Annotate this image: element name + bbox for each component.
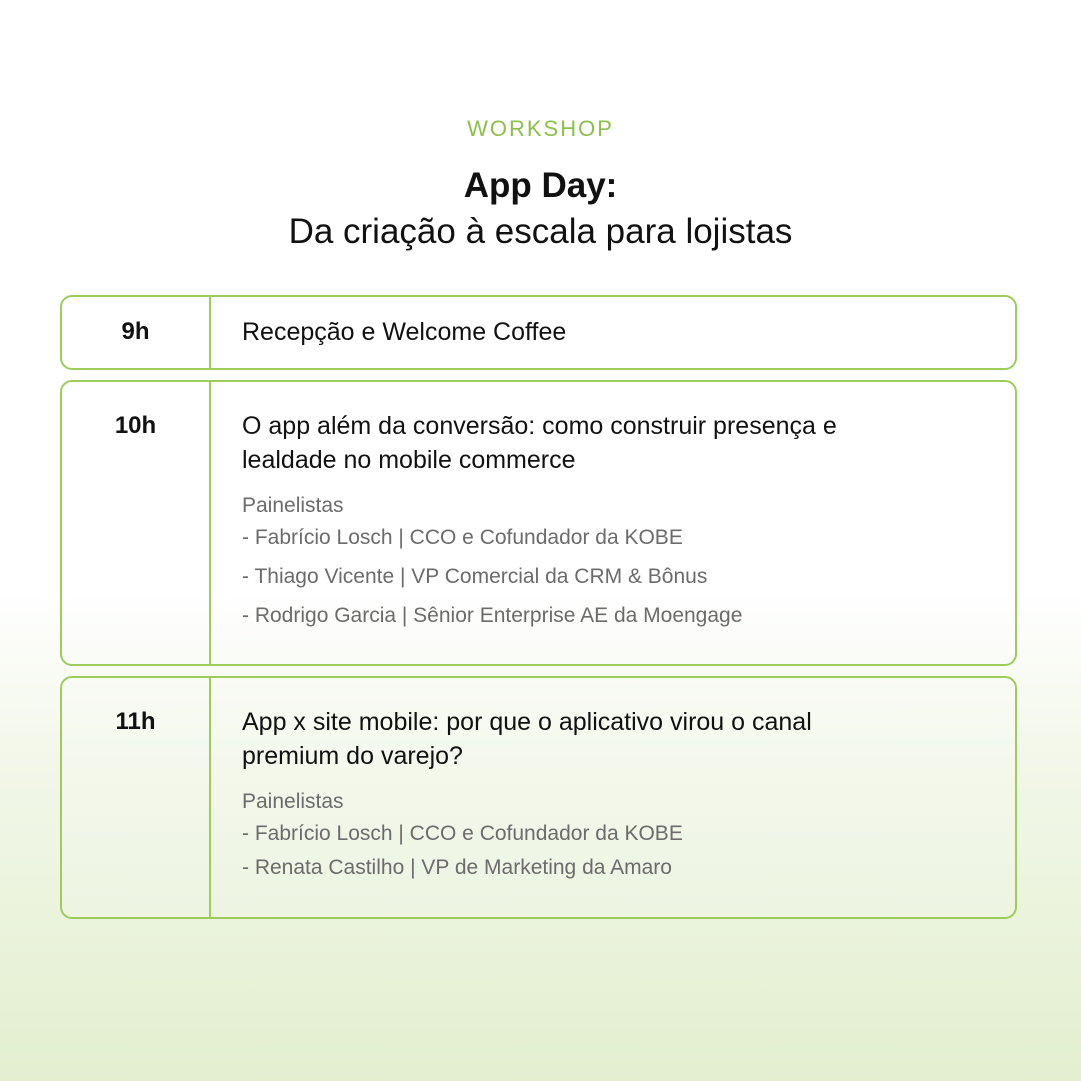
session-card-9h [60, 295, 1017, 370]
session-time: 10h [114, 412, 157, 439]
session-title-line-2: premium do varejo? [242, 742, 463, 770]
card-divider [209, 382, 211, 664]
panelist-item: - Fabrício Losch | CCO e Cofundador da KOBE [242, 526, 683, 549]
panelist-item: - Renata Castilho | VP de Marketing da Amaro [242, 856, 672, 879]
session-title-line-1: App x site mobile: por que o aplicativo virou o canal [242, 708, 812, 736]
session-title-line-2: lealdade no mobile commerce [242, 446, 576, 474]
panelist-item: - Rodrigo Garcia | Sênior Enterprise AE da Moengage [242, 604, 743, 627]
card-divider [209, 678, 211, 917]
session-title-line-1: O app além da conversão: como construir presença e [242, 412, 837, 440]
title-line-1: App Day: [463, 166, 618, 205]
panelists-label: Painelistas [242, 494, 344, 517]
panelist-item: - Thiago Vicente | VP Comercial da CRM & Bônus [242, 565, 708, 588]
panelists-label: Painelistas [242, 790, 344, 813]
title-line-2: Da criação à escala para lojistas [288, 212, 793, 251]
panelist-item: - Fabrício Losch | CCO e Cofundador da KOBE [242, 822, 683, 845]
page-title [0, 163, 1081, 255]
session-time: 9h [121, 318, 150, 345]
card-divider [209, 297, 211, 368]
session-title: Recepção e Welcome Coffee [242, 318, 567, 346]
eyebrow-label: WORKSHOP [467, 116, 614, 141]
session-card-10h [60, 380, 1017, 666]
session-time: 11h [115, 708, 156, 735]
session-card-11h [60, 676, 1017, 919]
